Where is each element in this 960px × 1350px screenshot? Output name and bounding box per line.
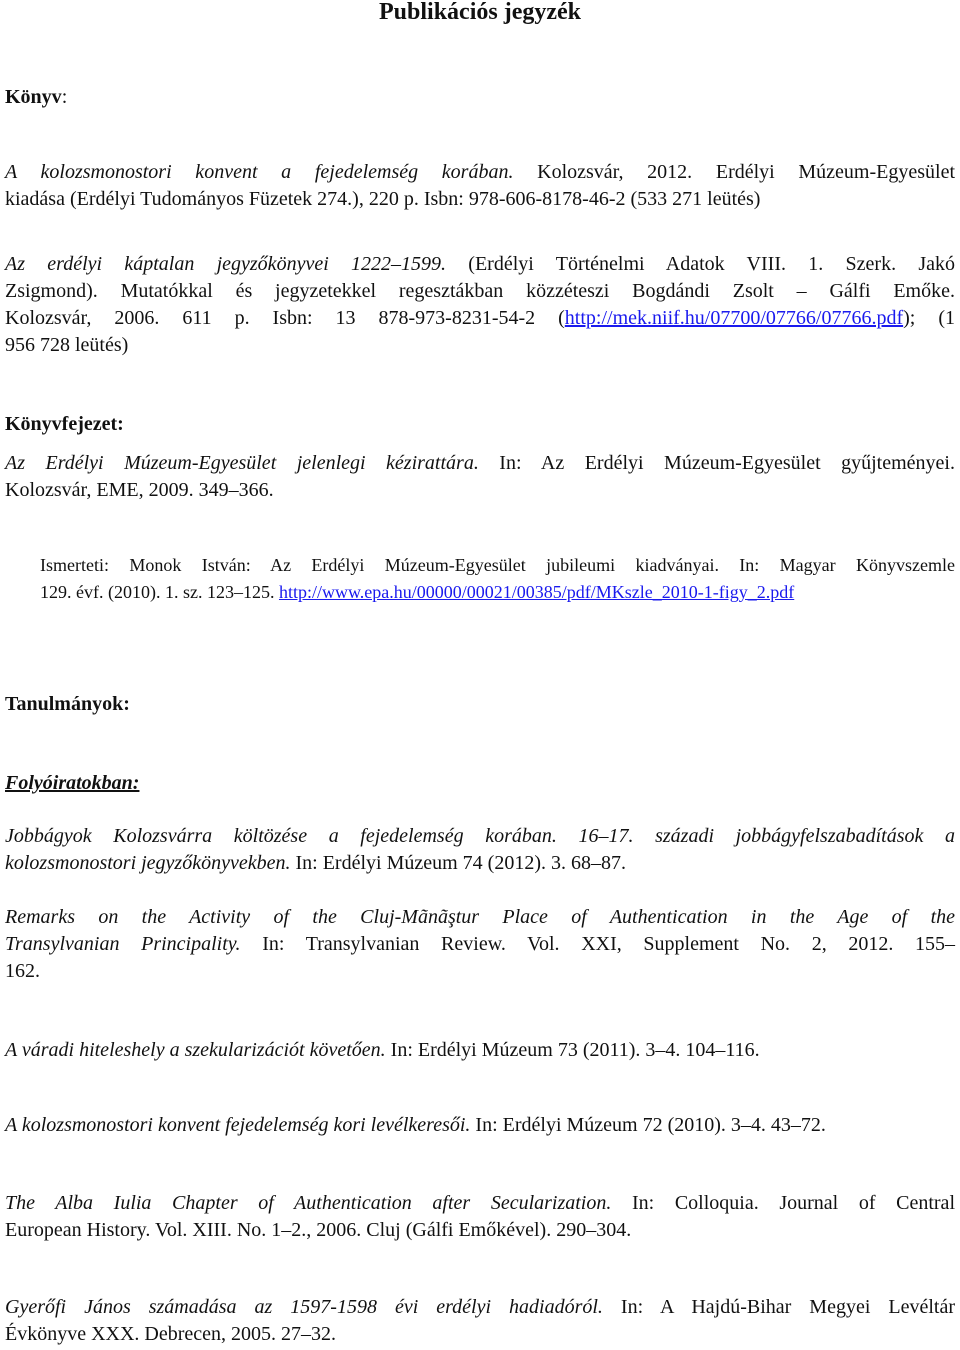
book-entry-1 <box>5 159 955 213</box>
study-entry-2-line-1 <box>5 904 955 931</box>
subheading-folyoiratokban <box>5 770 139 797</box>
study-entry-6-title: Gyerőfi János számadása az 1597-1598 évi erdélyi hadiadóról. <box>5 1296 603 1318</box>
study-entry-5-title: The Alba Iulia Chapter of Authentication after Secularization. <box>5 1192 612 1214</box>
page-title: Publikációs jegyzék <box>379 0 581 25</box>
study-entry-1-line-1 <box>5 823 955 850</box>
study-entry-1-title-part-2: kolozsmonostori jegyzőkönyvekben. <box>5 852 291 874</box>
study-entry-6 <box>5 1294 955 1348</box>
review-note-line-1: Ismerteti: Monok István: Az Erdélyi Múzeum-Egyesület jubileumi kiadványai. In: Magyar Könyvszemle <box>40 555 955 575</box>
chapter-entry-title: Az Erdélyi Múzeum-Egyesület jelenlegi kézirattára. <box>5 452 479 474</box>
study-entry-4-title: A kolozsmonostori konvent fejedelemség kori levélkeresői. <box>5 1114 471 1136</box>
study-entry-4 <box>5 1112 955 1139</box>
study-entry-1-title-part-1: Jobbágyok Kolozsvárra költözése a fejedelemség korában. 16–17. századi jobbágyfelszabadítások a <box>5 825 955 847</box>
study-entry-5-source: In: Colloquia. Journal of Central <box>611 1192 955 1214</box>
chapter-entry-line-2: Kolozsvár, EME, 2009. 349–366. <box>5 479 274 501</box>
book-entry-2-line-2: Zsigmond). Mutatókkal és jegyzetekkel regesztákban közzéteszi Bogdándi Zsolt – Gálfi Emőke. <box>5 280 955 302</box>
book-entry-2-line-3-tail: ); (1 <box>903 307 955 329</box>
chapter-entry-source: In: Az Erdélyi Múzeum-Egyesület gyűjteményei. <box>478 452 955 474</box>
study-entry-6-source: In: A Hajdú-Bihar Megyei Levéltár <box>602 1296 956 1318</box>
study-entry-4-source: In: Erdélyi Múzeum 72 (2010). 3–4. 43–72. <box>470 1114 826 1136</box>
study-entry-2-source: In: Transylvanian Review. Vol. XXI, Supplement No. 2, 2012. 155– <box>240 933 956 955</box>
review-note <box>40 552 955 606</box>
study-entry-2-line-3: 162. <box>5 960 40 982</box>
study-entry-3-line-1 <box>5 1037 955 1064</box>
study-entry-1-line-2 <box>5 850 955 877</box>
section-heading-konyv-colon: : <box>61 86 68 108</box>
book-entry-1-title: A kolozsmonostori konvent a fejedelemség korában. <box>5 161 514 183</box>
study-entry-2-title-part-1: Remarks on the Activity of the Cluj-Mãnãştur Place of Authentication in the Age of the <box>5 906 955 928</box>
mek-pdf-link[interactable]: http://mek.niif.hu/07700/07766/07766.pdf <box>564 307 904 329</box>
study-entry-3-title: A váradi hiteleshely a szekularizációt követően. <box>5 1039 386 1061</box>
study-entry-2-line-2 <box>5 931 955 958</box>
chapter-entry-line-1 <box>5 450 955 477</box>
study-entry-5-line-2: European History. Vol. XIII. No. 1–2., 2006. Cluj (Gálfi Emőkével). 290–304. <box>5 1219 632 1241</box>
review-note-line-2 <box>40 579 955 606</box>
book-entry-2-line-3 <box>5 305 955 332</box>
study-entry-5 <box>5 1190 955 1244</box>
book-entry-2-title: Az erdélyi káptalan jegyzőkönyvei 1222–1599. <box>5 253 447 275</box>
section-heading-tanulmanyok: Tanulmányok: <box>5 693 130 715</box>
book-entry-2-line-1 <box>5 251 955 278</box>
book-entry-2 <box>5 251 955 359</box>
book-entry-2-line-4: 956 728 leütés) <box>5 334 129 356</box>
study-entry-3-source: In: Erdélyi Múzeum 73 (2011). 3–4. 104–116. <box>385 1039 760 1061</box>
book-entry-1-publisher: Kolozsvár, 2012. Erdélyi Múzeum-Egyesület <box>513 161 956 183</box>
study-entry-2 <box>5 904 955 985</box>
chapter-entry <box>5 450 955 504</box>
section-heading-konyv-word: Könyv <box>5 86 62 108</box>
section-heading-konyvfejezet: Könyvfejezet: <box>5 413 124 435</box>
book-entry-1-line-2: kiadása (Erdélyi Tudományos Füzetek 274.), 220 p. Isbn: 978-606-8178-46-2 (533 271 leütés) <box>5 188 761 210</box>
review-note-citation: 129. évf. (2010). 1. sz. 123–125. <box>40 582 279 602</box>
study-entry-1-source: In: Erdélyi Múzeum 74 (2012). 3. 68–87. <box>290 852 626 874</box>
book-entry-1-line-1 <box>5 159 955 186</box>
book-entry-2-isbn: Kolozsvár, 2006. 611 p. Isbn: 13 878-973-8231-54-2 ( <box>5 307 565 329</box>
subheading-folyoiratokban-text: Folyóiratokban: <box>5 772 140 794</box>
book-entry-2-series: (Erdélyi Történelmi Adatok VIII. 1. Szerk. Jakó <box>446 253 955 275</box>
study-entry-5-line-1 <box>5 1190 955 1217</box>
study-entry-1 <box>5 823 955 877</box>
epa-pdf-link[interactable]: http://www.epa.hu/00000/00021/00385/pdf/MKszle_2010-1-figy_2.pdf <box>278 582 795 602</box>
study-entry-6-line-1 <box>5 1294 955 1321</box>
study-entry-3 <box>5 1037 955 1064</box>
study-entry-4-line-1 <box>5 1112 955 1139</box>
study-entry-2-title-part-2: Transylvanian Principality. <box>5 933 241 955</box>
study-entry-6-line-2: Évkönyve XXX. Debrecen, 2005. 27–32. <box>5 1323 337 1345</box>
section-heading-konyv <box>5 84 67 111</box>
